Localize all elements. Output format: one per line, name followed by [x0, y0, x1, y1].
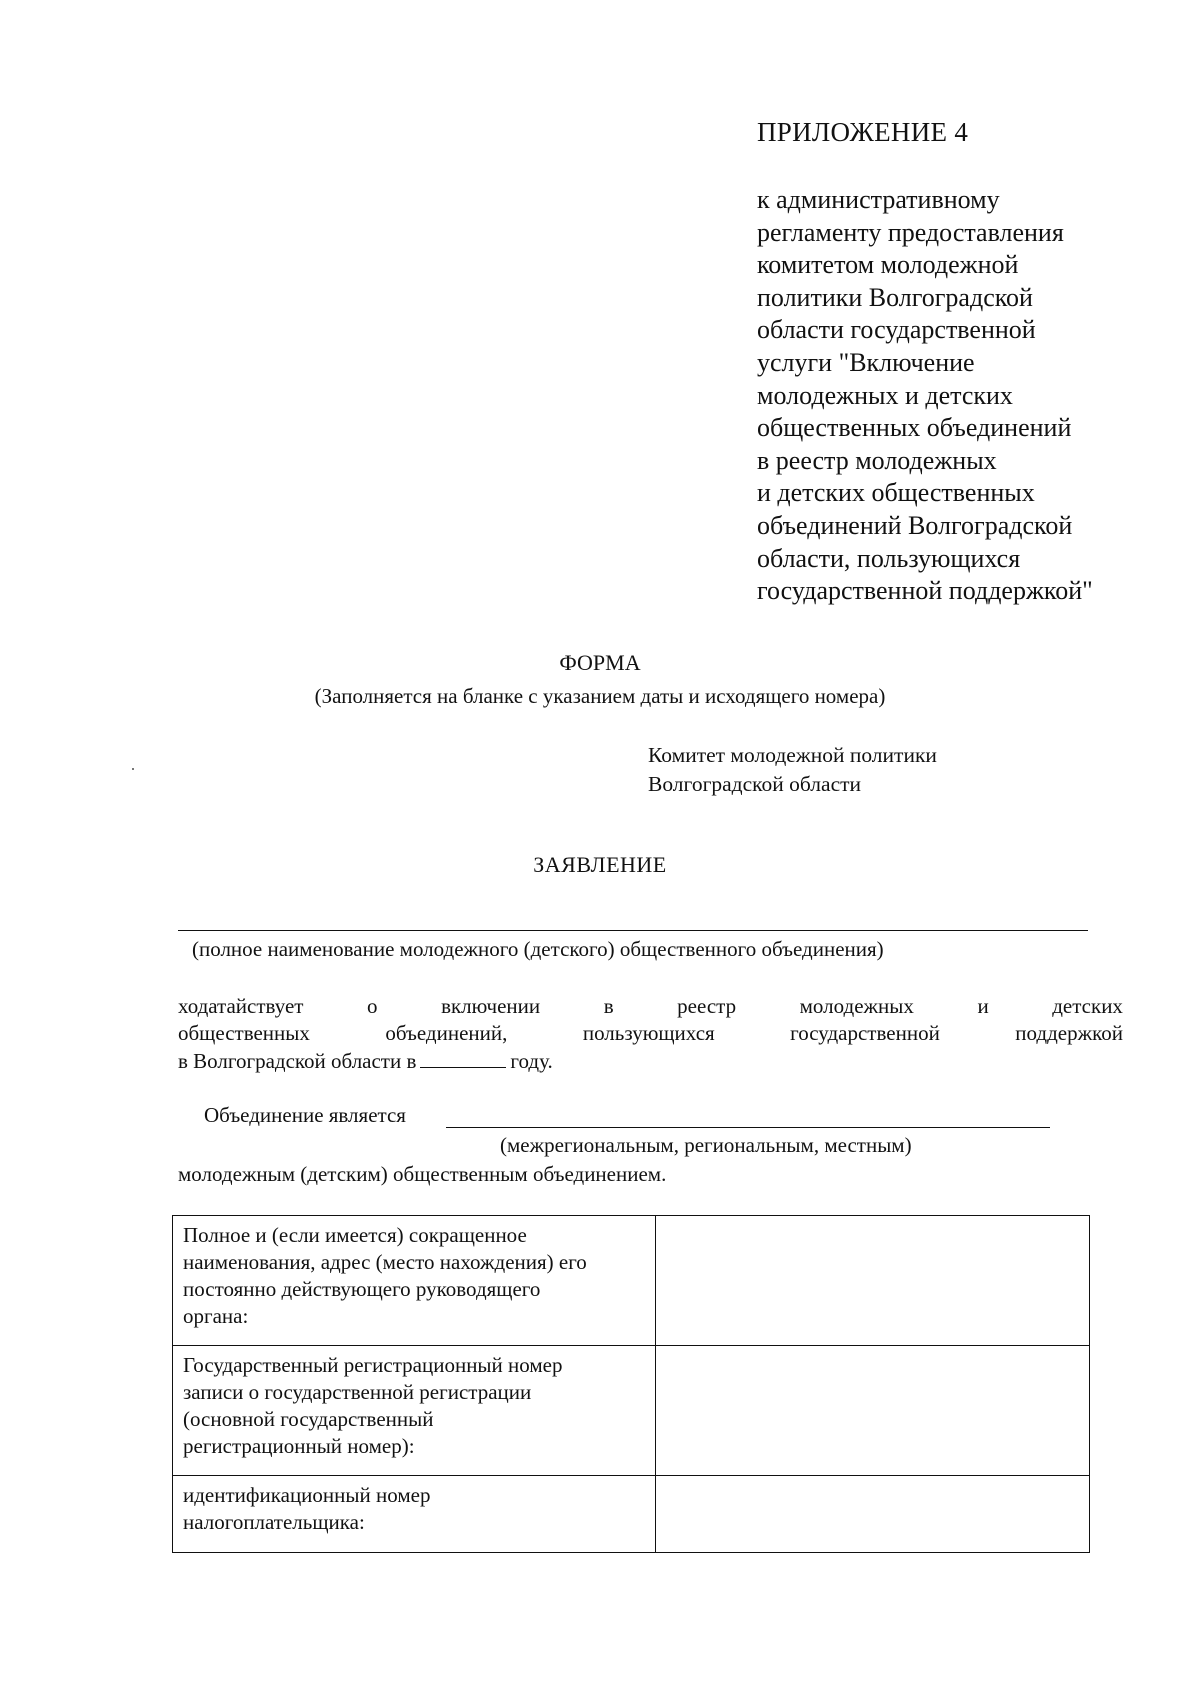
label-line: налогоплательщика:: [183, 1510, 365, 1534]
appendix-line: области, пользующихся: [757, 543, 1021, 573]
request-word: поддержкой: [1015, 1021, 1123, 1045]
addressee-line: Волгоградской области: [648, 772, 862, 796]
association-type-field[interactable]: [446, 1127, 1050, 1128]
table-row-value-field[interactable]: [656, 1476, 1090, 1553]
appendix-line: государственной поддержкой": [757, 576, 1093, 606]
request-word: о: [367, 994, 378, 1018]
appendix-line: общественных объединений: [757, 413, 1072, 443]
label-line: органа:: [183, 1304, 249, 1328]
appendix-line: области государственной: [757, 315, 1036, 345]
label-line: Государственный регистрационный номер: [183, 1353, 563, 1377]
request-word: молодежных: [799, 994, 914, 1018]
table-row-label: [173, 1216, 656, 1346]
request-word: реестр: [677, 994, 737, 1018]
request-year-suffix: году.: [510, 1049, 553, 1073]
addressee: [648, 741, 937, 799]
form-note: (Заполняется на бланке с указанием даты и исходящего номера): [314, 684, 886, 708]
request-word: включении: [441, 994, 541, 1018]
table-row-label: [173, 1476, 656, 1553]
label-line: постоянно действующего руководящего: [183, 1277, 541, 1301]
request-word: в: [603, 994, 614, 1018]
label-line: регистрационный номер):: [183, 1434, 415, 1458]
form-title: ФОРМА: [559, 650, 641, 675]
appendix-line: комитетом молодежной: [757, 250, 1019, 280]
request-word: ходатайствует: [178, 994, 304, 1018]
request-word: общественных: [178, 1021, 310, 1045]
appendix-line: политики Волгоградской: [757, 282, 1033, 312]
request-word: и: [977, 994, 989, 1018]
request-word: государственной: [790, 1021, 940, 1045]
organization-info-table: [172, 1215, 1090, 1553]
request-word: объединений,: [385, 1021, 508, 1045]
request-line-3: [178, 1049, 553, 1074]
scan-speck: [132, 768, 134, 770]
label-line: наименования, адрес (место нахождения) его: [183, 1250, 587, 1274]
association-type-caption: (межрегиональным, региональным, местным): [500, 1133, 912, 1157]
appendix-line: к административному: [757, 185, 1000, 214]
organization-name-field[interactable]: [178, 930, 1088, 931]
association-type-label: Объединение является: [204, 1103, 406, 1127]
request-line-1: [178, 994, 1123, 1019]
statement-title: ЗАЯВЛЕНИЕ: [533, 852, 667, 877]
table-row: [173, 1346, 1090, 1476]
table-row-value-field[interactable]: [656, 1216, 1090, 1346]
addressee-line: Комитет молодежной политики: [648, 743, 937, 767]
request-year-prefix: в Волгоградской области в: [178, 1049, 417, 1073]
table-row: [173, 1216, 1090, 1346]
appendix-line: объединений Волгоградской: [757, 510, 1073, 540]
table-row-label: [173, 1346, 656, 1476]
label-line: Полное и (если имеется) сокращенное: [183, 1223, 527, 1247]
request-word: детских: [1052, 994, 1123, 1018]
label-line: записи о государственной регистрации: [183, 1380, 532, 1404]
appendix-line: регламенту предоставления: [757, 217, 1064, 247]
appendix-line: и детских общественных: [757, 478, 1035, 508]
table-row: [173, 1476, 1090, 1553]
year-field[interactable]: [420, 1049, 506, 1068]
appendix-description: [757, 184, 1177, 608]
appendix-title: ПРИЛОЖЕНИЕ 4: [757, 117, 969, 147]
organization-name-caption: (полное наименование молодежного (детского) общественного объединения): [192, 937, 884, 961]
label-line: идентификационный номер: [183, 1483, 431, 1507]
association-type-tail: молодежным (детским) общественным объединением.: [178, 1162, 667, 1186]
label-line: (основной государственный: [183, 1407, 434, 1431]
appendix-line: услуги "Включение: [757, 347, 975, 377]
appendix-line: в реестр молодежных: [757, 445, 997, 475]
table-row-value-field[interactable]: [656, 1346, 1090, 1476]
appendix-line: молодежных и детских: [757, 380, 1013, 410]
request-line-2: [178, 1021, 1123, 1046]
request-word: пользующихся: [582, 1021, 715, 1045]
